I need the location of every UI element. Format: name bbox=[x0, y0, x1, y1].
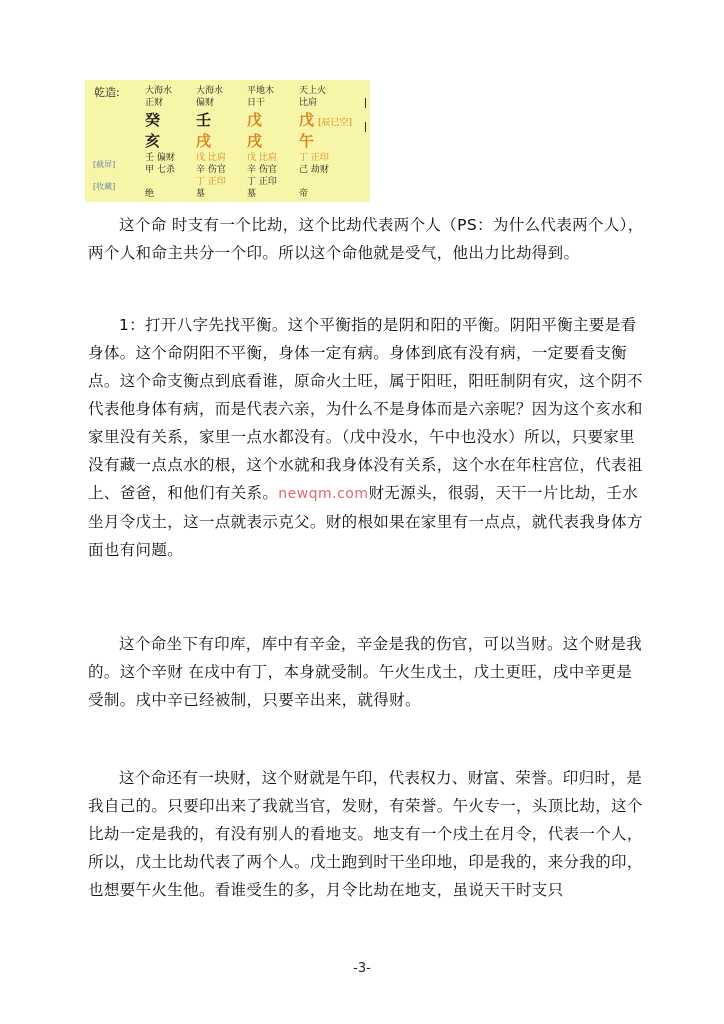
nayin-month: 大海水 bbox=[196, 86, 224, 96]
shishen-day: 日干 bbox=[247, 98, 266, 108]
stem-month: 壬 bbox=[196, 111, 212, 129]
stage-hour: 帝 bbox=[299, 189, 309, 199]
paragraph-3: 这个命坐下有印库，库中有辛金，辛金是我的伤官，可以当财。这个财是我的。这个辛财 在戌中有丁，本身就受制。午火生戊土，戊土更旺，戌中辛更是受制。戌中辛已经被制，只要辛出来，就得财。 bbox=[88, 635, 643, 709]
paragraph-1: 这个命 时支有一个比劫，这个比劫代表两个人（PS：为什么代表两个人），两个人和命主共分一个印。所以这个命他就是受气，他出力比劫得到。 bbox=[88, 216, 644, 262]
chart-edge-mark bbox=[365, 98, 366, 108]
hidden-month-2: 辛 伤官 bbox=[196, 165, 226, 175]
branch-year: 亥 bbox=[145, 132, 161, 150]
stage-day: 墓 bbox=[247, 189, 257, 199]
stage-year: 绝 bbox=[145, 189, 155, 199]
hidden-year-2: 甲 七杀 bbox=[145, 165, 175, 175]
screenshot-link[interactable]: [截屏] bbox=[93, 160, 116, 169]
hidden-year-1: 壬 偏财 bbox=[145, 153, 175, 163]
page-number: -3- bbox=[353, 961, 371, 976]
nayin-hour: 天上火 bbox=[299, 86, 327, 96]
nayin-day: 平地木 bbox=[247, 86, 275, 96]
hidden-day-2: 辛 伤官 bbox=[247, 165, 277, 175]
shishen-month: 偏财 bbox=[196, 98, 215, 108]
stem-year: 癸 bbox=[145, 111, 161, 129]
branch-month: 戌 bbox=[196, 132, 212, 150]
bazi-chart-image bbox=[85, 80, 370, 202]
paragraph-2-text-b: 财无源头，很弱，天干一片比劫，壬水坐月令戊土，这一点就表示克父。财的根如果在家里有一点点，就代表我身体方面也有问题。 bbox=[88, 484, 643, 559]
hidden-month-3: 丁 正印 bbox=[196, 177, 226, 187]
branch-day: 戌 bbox=[247, 132, 263, 150]
hidden-hour-2: 己 劫财 bbox=[299, 165, 329, 175]
watermark: newqm.com bbox=[278, 486, 369, 502]
paragraph-2-text-a: 1：打开八字先找平衡。这个平衡指的是阴和阳的平衡。阴阳平衡主要是看身体。这个命阴阳不平衡，身体一定有病。身体到底有没有病，一定要看支衡点。这个命支衡点到底看谁，原命火土旺，属于阳旺，阳旺制阴有灾，这个阴不代表他身体有病，而是代表六亲，为什么不是身体而是六亲呢？因为这个亥水和家里没有关系，家里一点水都没有。（戊中没水，午中也没水）所以，只要家里没有藏一点点水的根，这个水就和我身体没有关系，这个水在年柱宫位，代表祖上、爸爸，和他们有关系。 bbox=[88, 316, 643, 502]
stem-hour: 戊 bbox=[299, 111, 315, 129]
favorite-link[interactable]: [收藏] bbox=[93, 182, 116, 191]
stage-month: 墓 bbox=[196, 189, 206, 199]
hidden-hour-1: 丁 正印 bbox=[299, 153, 329, 163]
chart-label: 乾造: bbox=[94, 86, 120, 99]
shishen-hour: 比肩 bbox=[299, 98, 318, 108]
hidden-month-1: 戊 比肩 bbox=[196, 153, 226, 163]
nayin-year: 大海水 bbox=[145, 86, 173, 96]
shishen-year: 正财 bbox=[145, 98, 164, 108]
hidden-day-3: 丁 正印 bbox=[247, 177, 277, 187]
paragraph-2 bbox=[88, 311, 648, 564]
paragraph-4: 这个命还有一块财，这个财就是午印，代表权力、财富、荣誉。印归时，是我自己的。只要印出来了我就当官，发财，有荣誉。午火专一，头顶比劫，这个比劫一定是我的，有没有别人的看地支。地支有一个戌土在月令，代表一个人，所以，戊土比劫代表了两个人。戊土跑到时干坐印地，印是我的，来分我的印，也想要午火生他。看谁受生的多，月令比劫在地支，虽说天干时支只 bbox=[88, 769, 643, 899]
branch-hour: 午 bbox=[299, 132, 315, 150]
stem-day: 戊 bbox=[247, 111, 263, 129]
kongwang-note: [辰巳空] bbox=[318, 118, 353, 128]
hidden-day-1: 戊 比肩 bbox=[247, 153, 277, 163]
chart-edge-mark bbox=[365, 122, 366, 132]
